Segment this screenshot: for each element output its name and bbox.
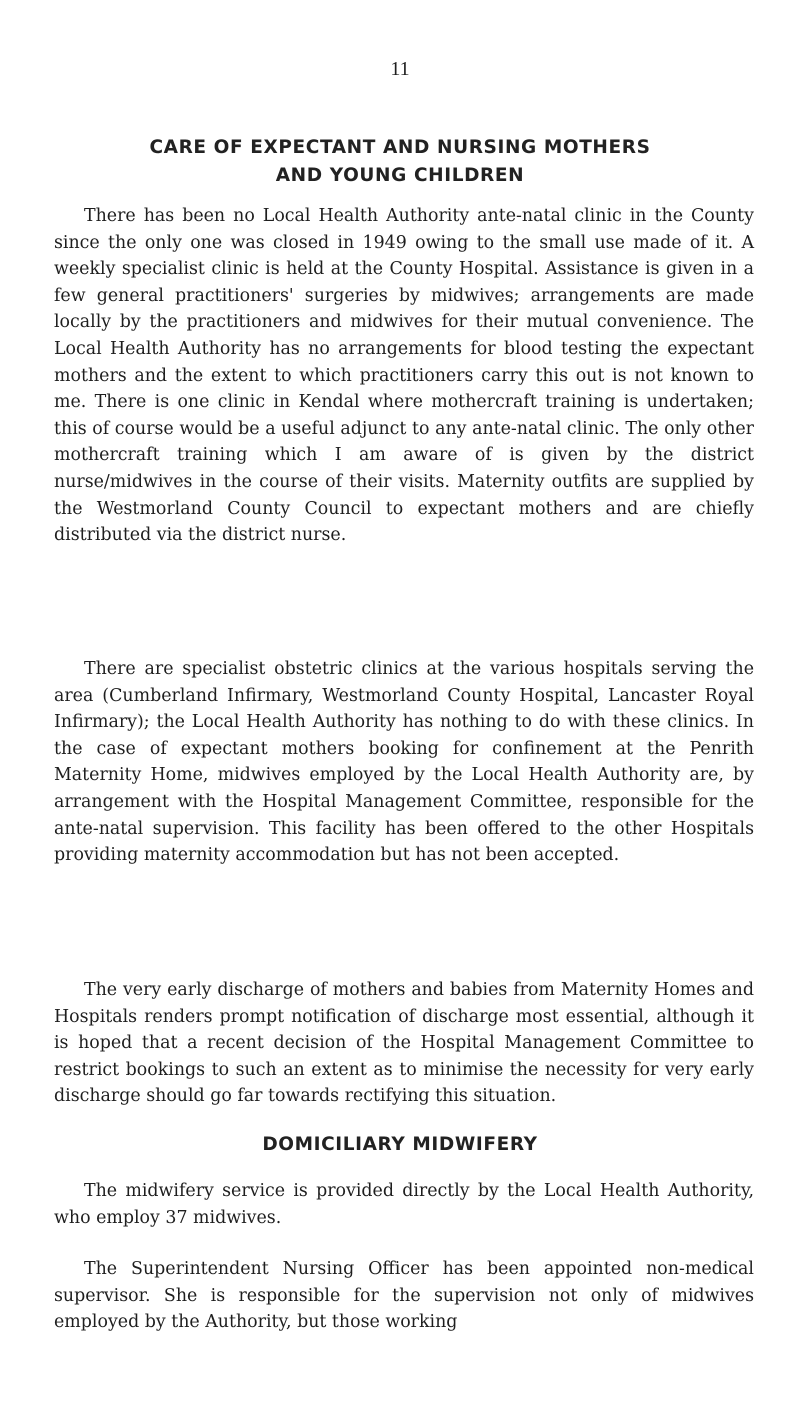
section-title-line-1: CARE OF EXPECTANT AND NURSING MOTHERS [149,137,651,158]
page-number: 11 [390,58,410,80]
paragraph-obstetric-clinics: There are specialist obstetric clinics at the various hospitals serving the area (Cumberland Infirmary, Westmorland County Hospital, Lancaster Royal Infirmary); the Local Health Authority has nothing to do with these clinics. In the case of expectant mothers booking for confinement at the Penrith Maternity Home, midwives employed by the Local Health Authority are, by arrangement with the Hospital Management Committee, responsible for the ante-natal supervision. This facility has been offered to the other Hospitals providing maternity accommodation but has not been accepted. [54,659,754,866]
paragraph-early-discharge: The very early discharge of mothers and babies from Maternity Homes and Hospitals renders prompt notification of discharge most essential, although it is hoped that a recent decision of the Hospital Management Committee to restrict bookings to such an extent as to minimise the necessity for very early discharge should go far towards rectifying this situation. [54,980,754,1107]
paragraph-antenatal-clinics: There has been no Local Health Authority ante-natal clinic in the County since the only one was closed in 1949 owing to the small use made of it. A weekly specialist clinic is held at the County Hospital. Assistance is given in a few general practitioners' surgeries by midwives; arrangements are made locally by the practitioners and midwives for their mutual convenience. The Local Health Authority has no arrangements for blood testing the expectant mothers and the extent to which practitioners carry this out is not known to me. There is one clinic in Kendal where mothercraft training is undertaken; this of course would be a useful adjunct to any ante-natal clinic. The only other mothercraft training which I am aware of is given by the district nurse/midwives in the course of their visits. Maternity outfits are supplied by the Westmorland County Council to expectant mothers and are chiefly distributed via the district nurse. [54,206,754,546]
section-title-line-2: AND YOUNG CHILDREN [275,165,525,186]
section-title-domiciliary-midwifery: DOMICILIARY MIDWIFERY [262,1134,538,1155]
paragraph-midwifery-service: The midwifery service is provided directly by the Local Health Authority, who employ 37 midwives. [54,1181,754,1228]
paragraph-supervisor: The Superintendent Nursing Officer has been appointed non-medical supervisor. She is responsible for the supervision not only of midwives employed by the Authority, but those working [54,1259,754,1333]
